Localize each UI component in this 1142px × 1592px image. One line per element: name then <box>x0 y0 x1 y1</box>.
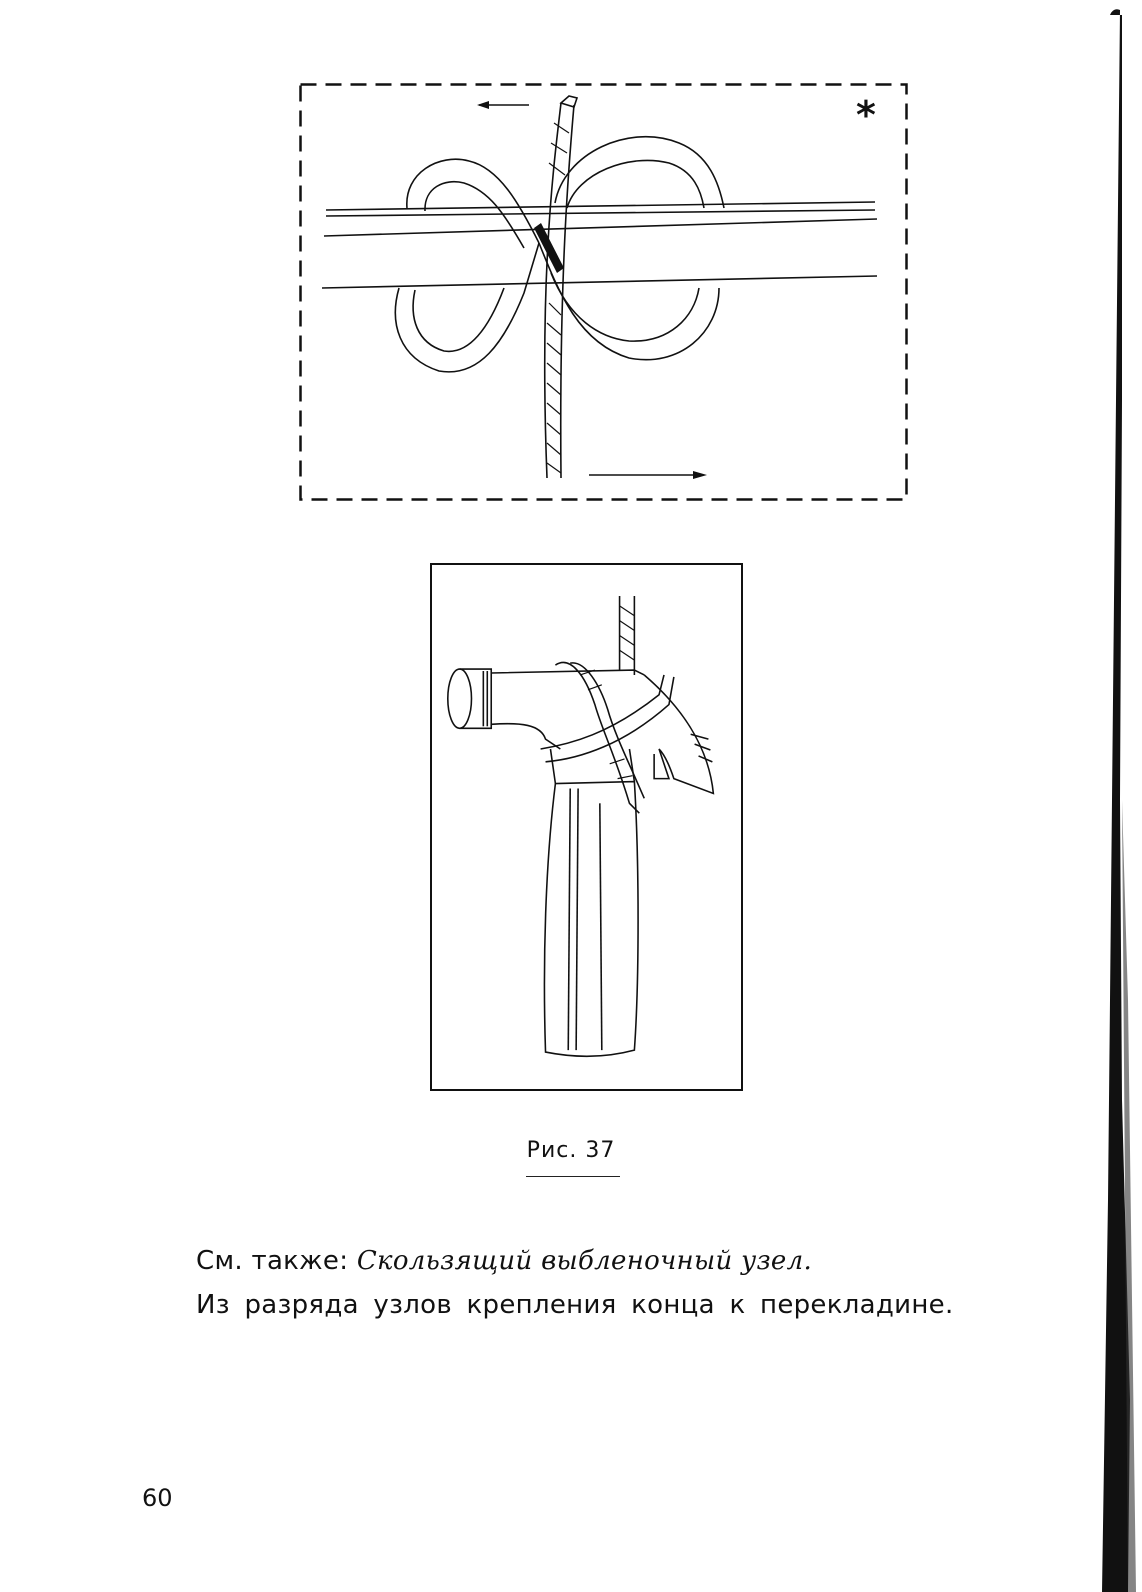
arrow-left-icon <box>477 101 529 109</box>
category-line: Из разряда узлов крепления конца к перекладине. <box>196 1290 954 1320</box>
book-spine-edge <box>1088 0 1142 1592</box>
figure-caption: Рис. 37 <box>526 1138 616 1163</box>
page-number: 60 <box>142 1484 173 1512</box>
see-also-line <box>196 1246 812 1276</box>
see-also-reference: Скользящий выбленочный узел. <box>356 1246 813 1276</box>
knot-diagram-hammer <box>430 563 743 1091</box>
caption-divider <box>526 1176 620 1177</box>
see-also-label: См. также: <box>196 1246 357 1276</box>
asterisk-marker: * <box>856 93 876 137</box>
arrow-right-icon <box>589 471 707 479</box>
knot-diagram-bar <box>299 83 908 501</box>
